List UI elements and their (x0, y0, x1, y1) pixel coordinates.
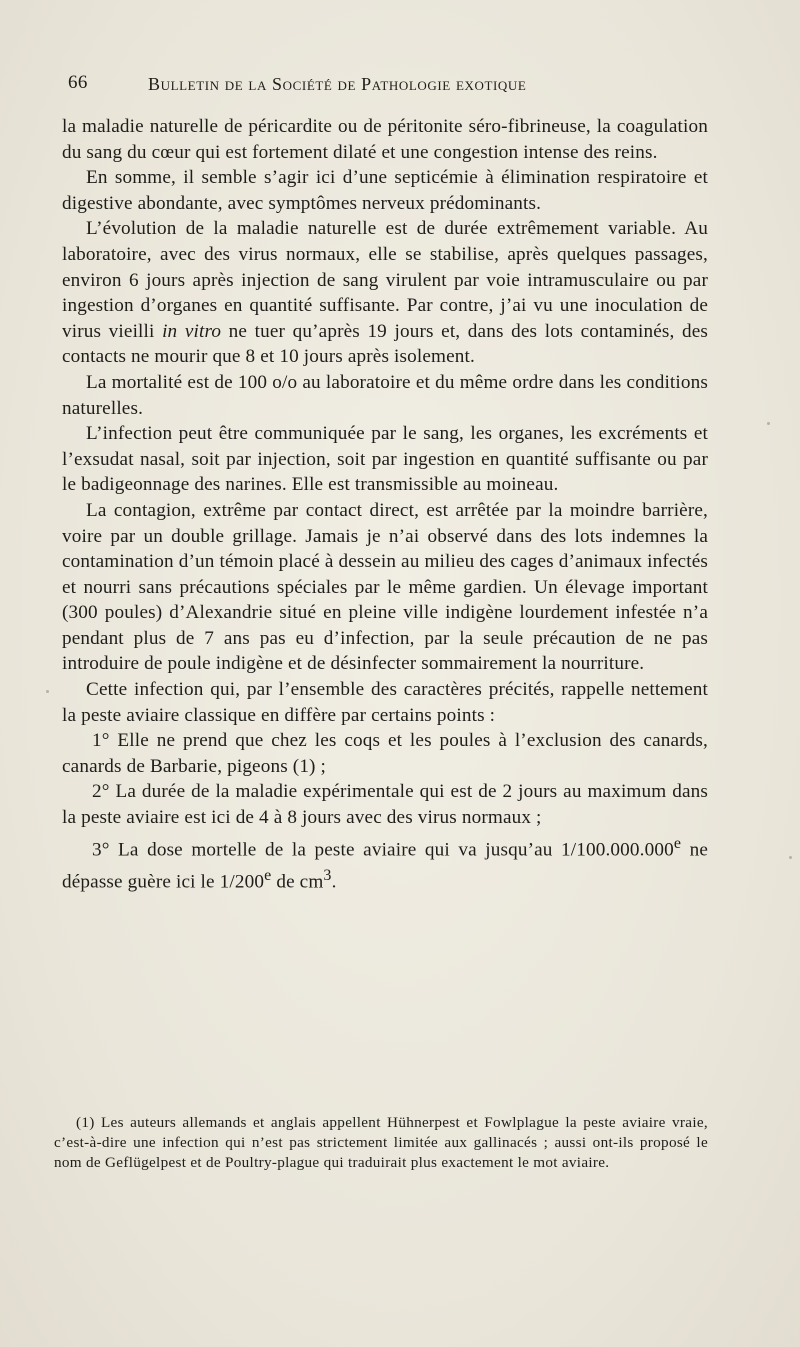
paragraph-evolution (62, 216, 708, 370)
paper-speck (767, 422, 770, 425)
list-item-3-text-c: de cm (271, 871, 324, 892)
list-item-2: 2° La durée de la maladie expérimentale qui est de 2 jours au maximum dans la peste aviaire est ici de 4 à 8 jours avec des virus normaux ; (62, 781, 708, 829)
paragraph-infection: L’infection peut être communiquée par le sang, les organes, les excréments et l’exsudat nasal, soit par injection, soit par ingestion en quantité suffisante ou par le badigeonnage des narines. Elle est transmissible au moineau. (62, 423, 708, 496)
body-text (62, 114, 708, 895)
superscript-e-2: e (264, 866, 272, 884)
paragraph-evolution-text-a: L’évolution de la maladie naturelle est de durée extrêmement variable. Au laboratoire, avec des virus normaux, elle se stabilise, après quelques passages, environ 6 jours après injection de sang virulent par voie intramusculaire ou par ingestion d’organes en quantité suffisante. Par contre, j’ai vu une inoculation de virus vieilli (62, 218, 708, 342)
list-item-3-text-b: ne dépasse guère ici le 1/200 (62, 839, 708, 892)
list-item-1: 1° Elle ne prend que chez les coqs et les poules à l’exclusion des canards, canards de Barbarie, pigeons (1) ; (62, 730, 708, 777)
paragraph-mortalite: La mortalité est de 100 o/o au laboratoire et du même ordre dans les conditions naturelles. (62, 371, 708, 419)
page-number: 66 (68, 72, 88, 93)
footnote-text: (1) Les auteurs allemands et anglais appellent Hühnerpest et Fowlplague la peste aviaire vraie, c’est-à-dire une infection qui n’est pas strictement limitée aux gallinacés ; aussi ont-ils proposé le nom de Geflügelpest et de Poultry-plague qui traduirait plus exactement le mot aviaire. (54, 1114, 708, 1171)
list-item-3-text-d: . (331, 871, 337, 892)
superscript-3: 3 (323, 866, 332, 884)
paragraph-septicemie: En somme, il semble s’agir ici d’une septicémie à élimination respiratoire et digestive abondante, avec symptômes nerveux prédominants. (62, 167, 708, 214)
paragraph-differences-intro: Cette infection qui, par l’ensemble des caractères précités, rappelle nettement la peste aviaire classique en diffère par certains points : (62, 679, 708, 726)
italic-in-vitro: in vitro (162, 320, 222, 342)
paragraph-continuation: la maladie naturelle de péricardite ou de péritonite séro-fibrineuse, la coagulation du sang du cœur qui est fortement dilaté et une congestion intense des reins. (62, 116, 708, 163)
paragraph-evolution-text-b: ne tuer qu’après 19 jours et, dans des lots contaminés, des contacts ne mourir que 8 et 10 jours après isolement. (62, 320, 709, 368)
list-item-3 (62, 831, 708, 895)
superscript-e-1: e (673, 834, 682, 852)
running-title: Bulletin de la Société de Pathologie exotique (148, 74, 527, 94)
paragraph-contagion: La contagion, extrême par contact direct, est arrêtée par la moindre barrière, voire par un double grillage. Jamais je n’ai observé dans des lots indemnes la contamination d’un témoin placé à dessein au milieu des cages d’animaux infectés et nourri sans précautions spéciales par le même gardien. Un élevage important (300 poules) d’Alexandrie situé en pleine ville indigène lourdement infestée n’a pendant plus de 7 ans pas eu d’infection, par la seule précaution de ne pas introduire de poule indigène et de désinfecter sommairement la nourriture. (62, 499, 708, 675)
paper-speck (789, 856, 792, 859)
list-item-3-text-a: 3° La dose mortelle de la peste aviaire qui va jusqu’au 1/100.000.000 (92, 839, 674, 861)
footnote (54, 1113, 708, 1173)
paper-speck (46, 690, 49, 693)
page-header (68, 72, 718, 98)
